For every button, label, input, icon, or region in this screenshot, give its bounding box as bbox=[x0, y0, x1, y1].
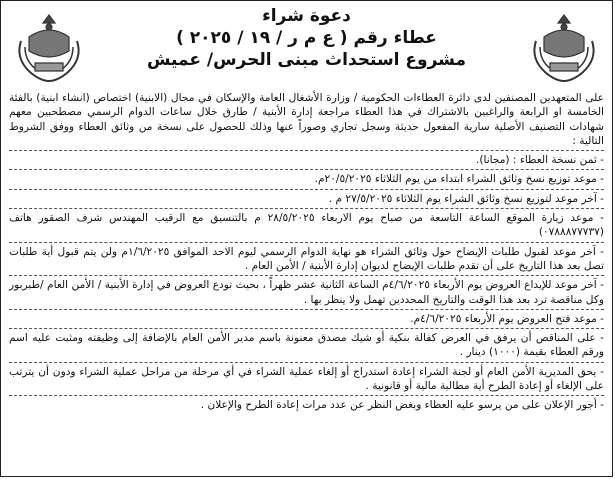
condition-item: - آخر موعد للإيداع العروض يوم الأربعاء ٤/٦/٢٠٢٥م الساعة الثانية عشر ظهراً ، بحيث تودع العروض في إدارة الأبنية / الأمن العام /طبربور وكل مناقصة ترد بعد هذا الوقت والتاريخ المحددين تهمل ولا ينظر بها . bbox=[9, 279, 604, 306]
divider bbox=[9, 150, 604, 151]
document-title: دعوة شراء bbox=[262, 6, 351, 26]
divider bbox=[9, 169, 604, 170]
divider bbox=[9, 395, 604, 396]
condition-item: - على المناقص أن يرفق في العرض كفالة بنكية أو شيك مصدق معنونة باسم مدير الأمن العام بالإضافة إلى وظيفته ومثبت عليه اسم ورقم العطاء بقيمة (١٠٠٠) دينار . bbox=[9, 332, 604, 359]
condition-item: - ثمن نسخة العطاء : (مجانا). bbox=[475, 154, 604, 167]
divider bbox=[9, 275, 604, 276]
intro-paragraph: على المتعهدين المصنفين لدى دائرة العطاءات الحكومية / وزارة الأشغال العامة والإسكان في مجال (الابنية) اختصاص (انشاء ابنية) بالفئة الخامسة او الرابعة والراغبين بالاشتراك في هذا العطاء مراجعة إدارة الأبنية / طارق خلال ساعات الدوام الرسمي مصطحبين معهم شهادات التصنيف الأصلية سارية المفعول حديثة وسجل تجاري وصوراً عنها وذلك للحصول على نسخة من وثائق العطاء ووفق الشروط التالية : bbox=[9, 92, 604, 147]
divider bbox=[9, 242, 604, 243]
project-name: مشروع استحداث مبنى الحرس/ عميش bbox=[146, 50, 466, 70]
divider bbox=[9, 309, 604, 310]
condition-item: - موعد فتح العروض يوم الأربعاء ٤/٦/٢٠٢٥م. bbox=[410, 312, 604, 325]
police-emblem-icon bbox=[524, 7, 604, 87]
condition-item: - موعد زيارة الموقع الساعة التاسعة من صباح يوم الاربعاء ٢٨/٥/٢٠٢٥ م بالتنسيق مع الرقيب المهندس شرف الصقور هاتف (٠٧٨٨٨٧٧٧٣٧) bbox=[9, 212, 604, 239]
condition-item: - موعد توزيع نسخ وثائق الشراء ابتداء من يوم الثلاثاء ٢٠/٥/٢٠٢٥م. bbox=[314, 173, 604, 186]
divider bbox=[9, 328, 604, 329]
condition-item: - أجور الإعلان على من يرسو عليه العطاء وبغض النظر عن عدد مرات إعادة الطرح والإعلان . bbox=[200, 399, 604, 412]
divider bbox=[9, 189, 604, 190]
divider bbox=[9, 362, 604, 363]
condition-item: - يحق المديرية الأمن العام أو لجنة الشراء إعادة استدراج أو إلغاء عملية الشراء في أي مرحلة من مراحل عملية الشراء ودون أن يترتب على الإلغاء أو إعادة الطرح أية مطالبة مالية أو قانونية . bbox=[9, 365, 604, 393]
tender-number: عطاء رقم ( ع م ر / ١٩ / ٢٠٢٥ ) bbox=[176, 28, 437, 48]
header bbox=[101, 5, 512, 71]
police-emblem-icon bbox=[9, 7, 89, 87]
tender-body bbox=[9, 91, 604, 413]
condition-item: - آخر موعد لتوزيع نسخ وثائق الشراء يوم الثلاثاء ٢٧/٥/٢٠٢٥ م . bbox=[328, 192, 604, 205]
condition-item: - آخر موعد لقبول طلبات الإيضاح حول وثائق الشراء هو نهاية الدوام الرسمي ليوم الاحد الموافق ١/٦/٢٠٢٥م ولن يتم قبول أية طلبات تصل بعد هذا التاريخ على أن تقدم طلبات الإيضاح لديوان إدارة الأبنية / الأمن العام . bbox=[9, 245, 604, 272]
divider bbox=[9, 208, 604, 209]
